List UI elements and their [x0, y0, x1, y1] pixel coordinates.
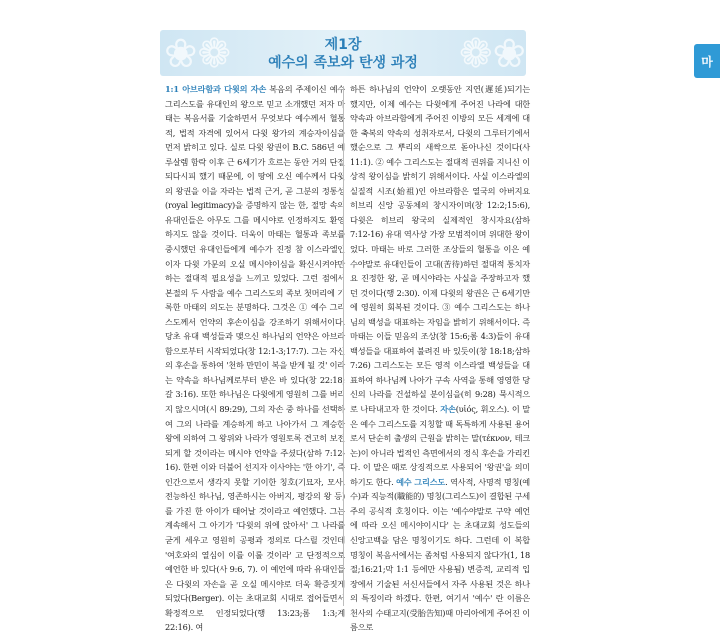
chapter-title: 예수의 족보와 탄생 과정: [268, 55, 418, 71]
right-text-column: [350, 82, 530, 635]
right-body-text-1: 하튼 하나님의 언약이 오랫동안 지연(遲延)되기는 했지만, 이제 예수는 다윗에게 주어진 나라에 대한 약속과 아브라함에게 주어진 이방의 모든 세계에 대한 축복의 약속의 성취자로서, 다윗의 그루터기에서 했순으로 그 뿌리의 새싹으로 돋아나신 것이다(사 11:1). ② 예수 그리스도는 절대적 권위를 지니신 이상적 왕이심을 밝히기 위해서이다. 사실 이스라엘의 실질적 시조(始祖)인 아브라함은 열국의 아버지요 히브리 신앙 공동체의 창시자이며(창 12:2;15:6), 다윗은 히브리 왕국의 실제적인 창시자요(삼하 7:12-16) 유대 역사상 가장 모범적이며 위대한 왕이었다. 마태는 바로 그러한 조상들의 혈통을 이은 예수야말로 유대인들이 고대(苦待)하던 절대적 통치자요 진정한 왕, 곧 메시야라는 사실을 주장하고자 했던 것이다(행 2:30). 이제 다윗의 왕권은 근 6세기만에 영원히 회복된 것이다. ③ 예수 그리스도는 하나님의 백성을 대표하는 자임을 밝히기 위해서이다. 즉 마태는 이들 믿음의 조상(창 15:6;롬 4:3)들이 유대 백성들을 대표하여 불려진 바 있듯이(창 18:18;삼하 7:26) 그리스도는 모든 영적 이스라엘 백성들을 대표하여 하나님께 나아가 구속 사역을 통해 영영한 당신의 나라를 건설하실 분이심을(히 9:28) 묵시적으로 나타내고자 한 것이다.: [350, 84, 530, 415]
book-index-tab[interactable]: 마: [694, 44, 720, 78]
right-body-text-3: . 역사적, 사명적 명칭(예수)과 직능적(職能的) 명칭(그리스도)이 결합된 구세주의 공식적 호칭이다. 이는 '예수야말로 구약 예언에 따라 오신 메시야이시다' 는 초대교회 성도들의 신앙고백을 담은 명칭이기도 하다. 그런데 이 복합 명칭이 복음서에서는 좀처럼 사용되지 않다가(1, 18절;16:21;막 1:1 등에만 사용됨) 변증적, 교리적 입장에서 기술된 서신서들에서 자주 사용된 것은 하나의 특징이라 하겠다. 한편, 여기서 '예수' 란 이름은 천사의 수태고지(受胎告知)때 마리아에게 주어진 이름으로: [350, 476, 530, 633]
floral-decoration-icon: ❁❀: [458, 31, 526, 76]
left-text-column: [165, 82, 345, 635]
chapter-number: 제1장: [324, 37, 362, 53]
chapter-banner: [160, 30, 526, 76]
term-heading-jesus-christ: 예수 그리스도: [396, 476, 446, 487]
section-heading: 1:1 아브라함과 다윗의 자손: [165, 84, 267, 94]
right-body-text-2: (υἱός, 휘오스). 이 말은 예수 그리스도를 지칭할 때 독특하게 사용된 용어로서 단순히 출생의 근원을 밝히는 말(τέκνον, 테크논)이 아니라 법적인 측면에서의 정식 후손을 가리킨다. 이 말은 때로 상징적으로 사용되어 '왕권'을 의미하기도 한다.: [350, 404, 531, 487]
floral-decoration-icon: ❀❁: [164, 31, 232, 76]
left-body-text: 복음의 주제이신 예수 그리스도를 유대인의 왕으로 믿고 소개했던 저자 마태는 복음서를 기술하면서 무엇보다 예수께서 혈통적, 법적 자격에 있어서 다윗 왕가의 계승자이심을 먼저 밝히고 있다. 실로 다윗 왕권이 B.C. 586년 예루살렘 함락 이후 근 6세기가 흐르는 동안 거의 단절되다시피 했기 때문에, 이 땅에 오신 예수께서 다윗의 왕권을 이을 자라는 법적 근거, 곧 그분의 정통성(royal legitimacy)을 증명하지 않는 한, 절망 속의 유대인들은 아무도 그를 메시야로 인정하지도 환영하지도 않을 것이다. 더욱이 마태는 혈통과 족보를 중시했던 유대인들에게 예수가 진정 참 이스라엘인이자 다윗 가문의 오실 메시야이심을 확신시켜야만 하는 절대적 필요성을 느끼고 있었다. 그런 점에서 본절의 두 사람을 예수 그리스도의 족보 첫머리에 기록한 마태의 의도는 분명하다. 그것은 ① 예수 그리스도께서 언약의 후손이심을 강조하기 위해서이다. 당초 유대 백성들과 맺으신 하나님의 언약은 아브라함으로부터 시작되었다(창 12:1-3;17:7). 그는 자신의 후손을 통하여 '천하 만민이 복을 받게 될 것' 이라는 약속을 하나님께로부터 받은 바 있다(창 22:18;갈 3:16). 또한 하나님은 다윗에게 영원히 그를 버리지 않으시며(시 89:29), 그의 자손 중 하나를 선택하여 그의 나라를 계승하게 하고 나아가서 그 계승한 왕에 의하여 그 왕위와 나라가 영원토록 견고히 보전되게 할 것이라는 메시야 언약을 주셨다(삼하 7:12-16). 한편 이와 더불어 선지자 이사야는 '한 아기', 즉 인간으로서 생각지 못할 기이한 칭호(기묘자, 모사, 전능하신 하나님, 영존하시는 아버지, 평강의 왕 등)를 가진 한 아이가 태어날 것이라고 예언했다. 그는 계속해서 그 아기가 '다윗의 위에 앉아서' 그 나라를 굳게 세우고 영원히 공평과 정의로 다스릴 것인데 '여호와의 열심이 이를 이룰 것이라' 고 단정적으로 예언한 바 있다(사 9:6, 7). 이 예언에 따라 유대인들은 다윗의 자손을 곧 오실 메시야로 더욱 확증짓게 되었다(Berger). 이는 초대교회 시대로 접어들면서 확정적으로 인정되었다(행 13:23;롬 1:3;계 22:16). 여: [165, 84, 346, 633]
term-heading-descendant: 자손: [440, 404, 456, 415]
column-divider: [343, 86, 344, 606]
